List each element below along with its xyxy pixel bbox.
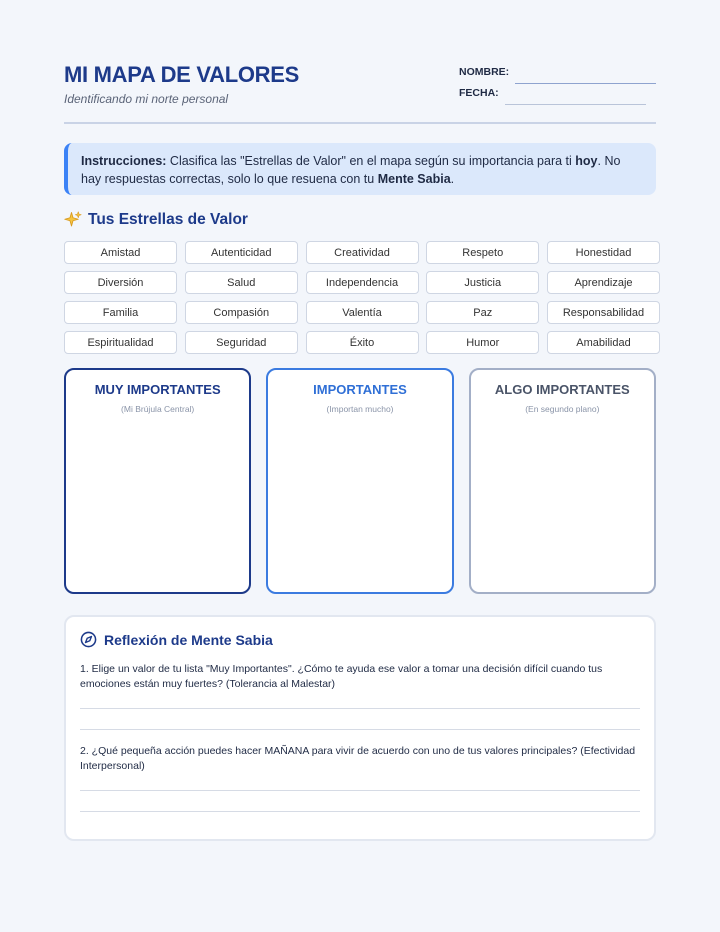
value-chip[interactable]: Amistad xyxy=(64,241,177,264)
value-chip[interactable]: Éxito xyxy=(306,331,419,354)
column-subtitle: (Mi Brújula Central) xyxy=(121,404,195,414)
value-chip[interactable]: Respeto xyxy=(426,241,539,264)
name-label: NOMBRE: xyxy=(459,66,510,78)
instructions-bold-2: Mente Sabia xyxy=(377,172,451,186)
column-title: IMPORTANTES xyxy=(313,382,407,397)
page-subtitle: Identificando mi norte personal xyxy=(64,92,229,106)
value-chip[interactable]: Autenticidad xyxy=(185,241,298,264)
value-chip[interactable]: Independencia xyxy=(306,271,419,294)
answer-line[interactable] xyxy=(80,811,640,812)
reflection-header xyxy=(80,631,640,648)
value-chip[interactable]: Humor xyxy=(426,331,539,354)
value-chip[interactable]: Diversión xyxy=(64,271,177,294)
priority-columns xyxy=(64,368,656,594)
answer-line[interactable] xyxy=(80,729,640,730)
value-chip[interactable]: Responsabilidad xyxy=(547,301,660,324)
date-row xyxy=(459,87,656,108)
stars-section-header xyxy=(64,211,248,229)
page-title: MI MAPA DE VALORES xyxy=(64,62,299,87)
header xyxy=(64,62,656,124)
column-subtitle: (En segundo plano) xyxy=(525,404,600,414)
column-subtitle: (Importan mucho) xyxy=(326,404,394,414)
column-importantes[interactable] xyxy=(266,368,453,594)
value-chip[interactable]: Honestidad xyxy=(547,241,660,264)
value-chip[interactable]: Seguridad xyxy=(185,331,298,354)
value-chip[interactable]: Salud xyxy=(185,271,298,294)
value-chip[interactable]: Espiritualidad xyxy=(64,331,177,354)
value-chip[interactable]: Creatividad xyxy=(306,241,419,264)
instructions-bold-1: hoy xyxy=(575,154,598,168)
column-title: MUY IMPORTANTES xyxy=(94,382,221,397)
value-chip[interactable]: Aprendizaje xyxy=(547,271,660,294)
instructions-box xyxy=(64,143,656,195)
question-2: 2. ¿Qué pequeña acción puedes hacer MAÑANA para vivir de acuerdo con uno de tus valores principales? (Efectividad Interpersonal) xyxy=(80,745,636,772)
instructions-text-2: . No hay respuestas correctas, solo lo que resuena con tu xyxy=(81,154,621,186)
instructions-text-3: . xyxy=(450,172,455,186)
sparkles-icon xyxy=(64,211,82,229)
answer-lines-2 xyxy=(80,790,640,812)
column-title: ALGO IMPORTANTES xyxy=(494,382,630,397)
student-info xyxy=(459,66,656,108)
date-field-line[interactable] xyxy=(505,104,646,105)
answer-lines-1 xyxy=(80,708,640,730)
name-field-line[interactable] xyxy=(515,83,656,84)
reflection-card xyxy=(64,615,656,841)
column-muy-importantes[interactable] xyxy=(64,368,251,594)
instructions-label: Instrucciones: xyxy=(81,154,167,168)
reflection-title: Reflexión de Mente Sabia xyxy=(104,631,273,648)
answer-line[interactable] xyxy=(80,790,640,791)
value-chips-grid xyxy=(64,241,656,354)
compass-icon xyxy=(80,631,97,648)
value-chip[interactable]: Valentía xyxy=(306,301,419,324)
date-label: FECHA: xyxy=(459,87,499,99)
stars-section-title: Tus Estrellas de Valor xyxy=(88,211,248,228)
name-row xyxy=(459,66,656,87)
answer-line[interactable] xyxy=(80,708,640,709)
value-chip[interactable]: Compasión xyxy=(185,301,298,324)
value-chip[interactable]: Amabilidad xyxy=(547,331,660,354)
value-chip[interactable]: Familia xyxy=(64,301,177,324)
column-algo-importantes[interactable] xyxy=(469,368,656,594)
question-1: 1. Elige un valor de tu lista "Muy Importantes". ¿Cómo te ayuda ese valor a tomar una decisión difícil cuando tus emociones están muy fuertes? (Tolerancia al Malestar) xyxy=(80,663,603,690)
value-chip[interactable]: Justicia xyxy=(426,271,539,294)
value-chip[interactable]: Paz xyxy=(426,301,539,324)
instructions-text-1: Clasifica las "Estrellas de Valor" en el mapa según su importancia para ti xyxy=(166,154,576,168)
